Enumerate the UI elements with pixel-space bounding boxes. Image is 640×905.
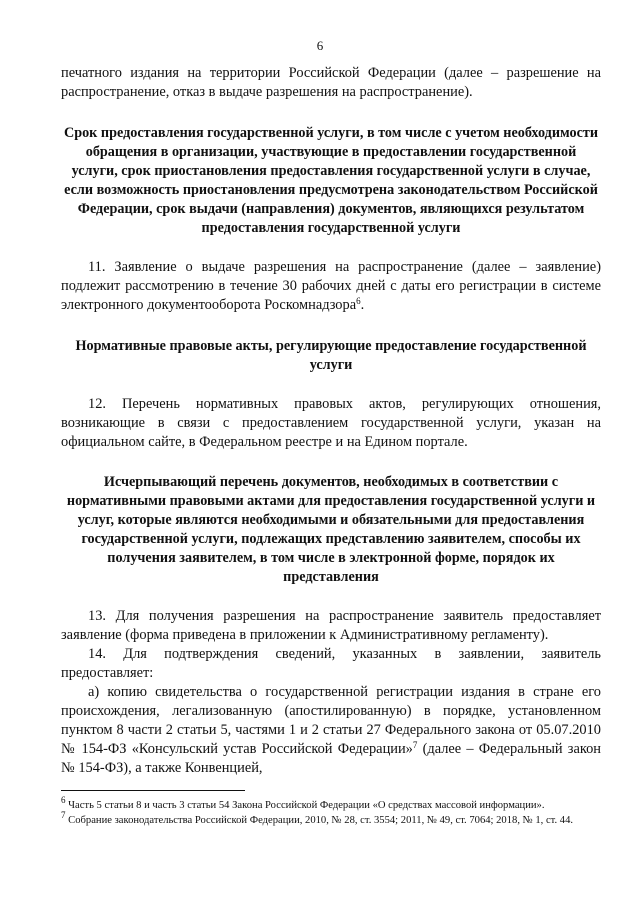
footnote-6-mark: 6 [61,795,66,805]
footnote-7 [61,810,601,828]
footnotes [61,795,601,828]
footnote-7-text: Собрание законодательства Российской Федерации, 2010, № 28, ст. 3554; 2011, № 49, ст. 7064; 2018, № 1, ст. 44. [65,815,574,826]
paragraph-14a [61,683,601,778]
intro-paragraph: печатного издания на территории Российской Федерации (далее – разрешение на распространение, отказ в выдаче разрешения на распространение). [61,65,601,100]
spacer [61,315,601,337]
paragraph-13: 13. Для получения разрешения на распространение заявитель предоставляет заявление (форма приведена в приложении к Административному регламенту). [61,608,601,643]
footnote-ref-6: 6 [356,296,361,306]
spacer [61,375,601,395]
paragraph-11-text: 11. Заявление о выдаче разрешения на распространение (далее – заявление) подлежит рассмотрению в течение 30 рабочих дней с даты его регистрации в системе электронного документооборота Роскомнадзора [61,259,601,313]
footnote-ref-7: 7 [412,740,418,750]
paragraph-14a-text: а) копию свидетельства о государственной регистрации издания в стране его происхождения, легализованную (апостилированную) в порядке, установленном пунктом 8 части 2 статьи 5, частями 1 и 2 статьи 27 Федерального закона от 05.07.2010 № 154-ФЗ «Консульский устав Российской Федерации» [61,684,601,757]
page-number: 6 [316,38,324,53]
spacer [61,238,601,258]
section-heading-term: Срок предоставления государственной услуги, в том числе с учетом необходимости обращения в организации, участвующие в предоставлении государственной услуги, срок приостановления предоставления государственной услуги в случае, если возможность приостановления предусмотрена законодательством Российской Федерации, срок выдачи (направления) документов, являющихся результатом предоставления государственной услуги [63,125,599,236]
section-heading-docs: Исчерпывающий перечень документов, необходимых в соответствии с нормативными правовыми актами для предоставления государственной услуги и услуг, которые являются необходимыми и обязательными для предоставления государственной услуги, подлежащих представлению заявителем, способы их получения заявителем, в том числе в электронной форме, порядок их представления [66,474,596,585]
footnote-7-mark: 7 [61,810,66,820]
paragraph-11 [61,258,601,315]
paragraph-12: 12. Перечень нормативных правовых актов, регулирующих отношения, возникающие в связи с предоставлением государственной услуги, указан на официальном сайте, в Федеральном реестре и на Едином портале. [61,396,601,450]
section-heading-acts: Нормативные правовые акты, регулирующие предоставление государственной услуги [75,338,587,373]
spacer [61,452,601,473]
paragraph-14: 14. Для подтверждения сведений, указанных в заявлении, заявитель предоставляет: [61,646,601,681]
paragraph-11-end: . [360,297,365,313]
spacer [61,587,601,607]
footnote-divider [61,790,245,791]
document-body [61,64,601,778]
paragraph-14a-end: (далее – Федеральный закон № 154-ФЗ), а также Конвенцией, [61,741,601,776]
footnote-6 [61,795,601,813]
footnote-6-text: Часть 5 статьи 8 и часть 3 статьи 54 Закона Российской Федерации «О средствах массовой информации». [65,800,545,811]
spacer [61,102,601,124]
